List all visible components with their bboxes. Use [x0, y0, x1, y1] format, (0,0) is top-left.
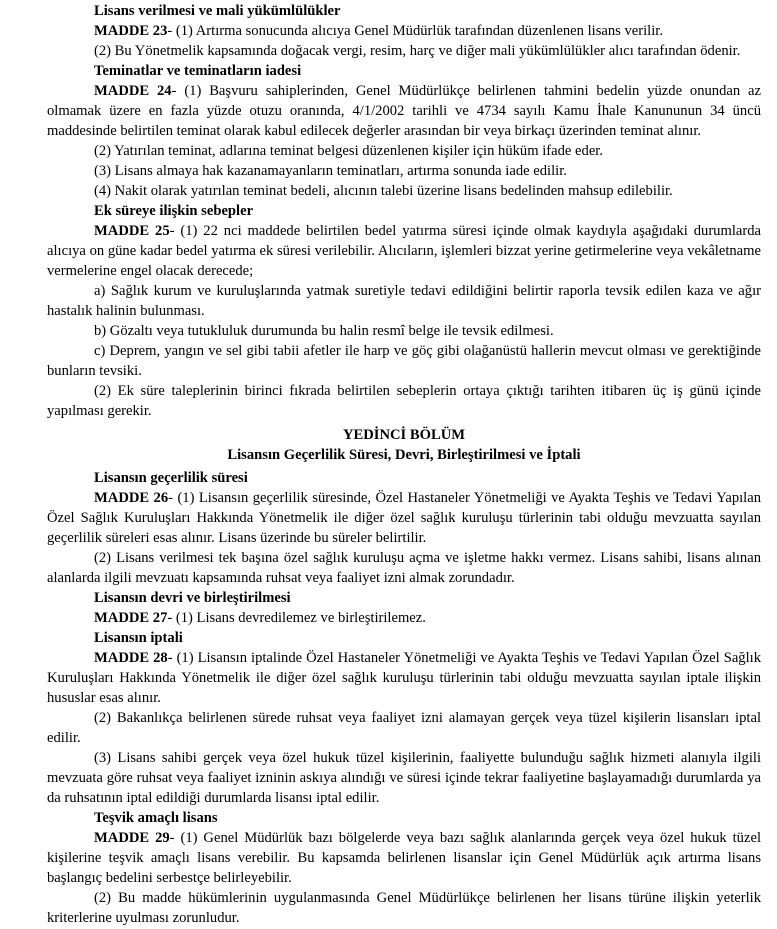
article-text: - (1) Artırma sonucunda alıcıya Genel Müdürlük tarafından düzenlenen lisans verilir. [167, 23, 663, 39]
list-item-b: b) Gözaltı veya tutukluluk durumunda bu halin resmî belge ile tevsik edilmesi. [94, 323, 554, 339]
article-26 [47, 488, 761, 548]
article-label: MADDE 29 [94, 830, 170, 846]
section-heading: Teşvik amaçlı lisans [94, 810, 218, 826]
article-29 [47, 828, 761, 888]
article-25 [47, 221, 761, 281]
list-item-a: a) Sağlık kurum ve kuruluşlarında yatmak suretiyle tedavi edildiğini belirtir raporla tevsik edilen kaza ve ağır hastalık halinin bulunması. [47, 283, 761, 319]
article-label: MADDE 25 [94, 223, 170, 239]
article-label: MADDE 26 [94, 490, 169, 506]
article-27 [47, 608, 761, 628]
paragraph: (2) Ek süre taleplerinin birinci fıkrada belirtilen sebeplerin ortaya çıktığı tarihten itibaren üç iş günü içinde yapılması gerekir. [47, 383, 761, 419]
article-label: MADDE 24 [94, 83, 172, 99]
paragraph: (2) Bu madde hükümlerinin uygulanmasında Genel Müdürlükçe belirlenen her lisans türüne ilişkin yeterlik kriterlerine uyulması zorunludur. [47, 890, 761, 926]
section-heading: Teminatlar ve teminatların iadesi [94, 63, 302, 79]
chapter-number: YEDİNCİ BÖLÜM [342, 427, 466, 443]
paragraph: (4) Nakit olarak yatırılan teminat bedeli, alıcının talebi üzerine lisans bedelinden mahsup edilebilir. [94, 183, 673, 199]
article-23 [47, 21, 761, 41]
article-text: - (1) Genel Müdürlük bazı bölgelerde veya bazı sağlık alanlarında gerçek veya özel hukuk tüzel kişilerine teşvik amaçlı lisans verebilir. Bu kapsamda belirlenen lisanslar için Genel Müdürlük açık artırma lisans başlangıç bedelini serbestçe belirleyebilir. [47, 830, 761, 886]
article-label: MADDE 23 [94, 23, 168, 39]
paragraph: (2) Bu Yönetmelik kapsamında doğacak vergi, resim, harç ve diğer mali yükümlülükler alıcı tarafından ödenir. [94, 43, 741, 59]
section-heading: Lisansın iptali [94, 630, 183, 646]
chapter-title: Lisansın Geçerlilik Süresi, Devri, Birleştirilmesi ve İptali [227, 447, 581, 463]
article-text: - (1) Lisansın iptalinde Özel Hastaneler Yönetmeliği ve Ayakta Teşhis ve Tedavi Yapılan Özel Sağlık Kuruluşları Hakkında Yönetmelik ile diğer özel sağlık kuruluşu türlerinin tabi olduğu mevzuatta sayılan iptale ilişkin hususlar esas alınır. [47, 650, 761, 706]
article-text: - (1) Lisansın geçerlilik süresinde, Özel Hastaneler Yönetmeliği ve Ayakta Teşhis ve Tedavi Yapılan Özel Sağlık Kuruluşları Hakkında Yönetmelik ile diğer özel sağlık kuruluşu türlerinin tabi olduğu mevzuatta sayılan geçerlilik süreleri esas alınır. Lisans üzerinde bu süreler belirtilir. [47, 490, 762, 546]
section-heading: Ek süreye ilişkin sebepler [94, 203, 254, 219]
paragraph: (2) Lisans verilmesi tek başına özel sağlık kuruluşu açma ve işletme hakkı vermez. Lisans sahibi, lisans alınan alanlarda ilgili mevzuatı kapsamında ruhsat veya faaliyet izni almak zorundadır. [47, 550, 761, 586]
paragraph: (3) Lisans almaya hak kazanamayanların teminatları, artırma sonunda iade edilir. [94, 163, 567, 179]
article-text: - (1) Lisans devredilemez ve birleştirilemez. [167, 610, 426, 626]
paragraph: (2) Yatırılan teminat, adlarına teminat belgesi düzenlenen kişiler için hüküm ifade eder. [94, 143, 603, 159]
article-24 [47, 81, 761, 141]
section-heading: Lisansın geçerlilik süresi [94, 470, 248, 486]
section-heading: Lisans verilmesi ve mali yükümlülükler [94, 3, 341, 19]
article-text: - (1) 22 nci maddede belirtilen bedel yatırma süresi içinde olmak kaydıyla aşağıdaki durumlarda alıcıya on güne kadar bedel yatırma ek süresi verilebilir. Alıcıların, işlemleri bizzat yerine getirmelerine veya vekâletname vermelerine engel olacak derecede; [47, 223, 761, 279]
article-label: MADDE 27 [94, 610, 168, 626]
article-text: - (1) Başvuru sahiplerinden, Genel Müdürlükçe belirlenen tahmini bedelin yüzde onundan az olmamak üzere en fazla yüzde otuzu oranında, 4/1/2002 tarihli ve 4734 sayılı Kamu İhale Kanununun 34 üncü maddesinde belirtilen teminat olarak kabul edilecek değerler arasından bir veya birkaçı üzerinden teminat alınır. [47, 83, 761, 139]
article-28 [47, 648, 761, 708]
list-item-c: c) Deprem, yangın ve sel gibi tabii afetler ile harp ve göç gibi olağanüstü hallerin mevcut olması ve gerektiğinde bunların tevsiki. [47, 343, 761, 379]
section-heading: Lisansın devri ve birleştirilmesi [94, 590, 291, 606]
paragraph: (3) Lisans sahibi gerçek veya özel hukuk tüzel kişilerinin, faaliyette bulunduğu sağlık hizmeti alanıyla ilgili mevzuata göre ruhsat veya faaliyet izninin askıya alındığı ve süresi içinde tekrar faaliyetine başlayamadığı durumlarda ya da ruhsatının iptal edildiği durumlarda lisansı iptal edilir. [47, 750, 761, 806]
paragraph: (2) Bakanlıkça belirlenen sürede ruhsat veya faaliyet izni alamayan gerçek veya tüzel kişilerin lisansları iptal edilir. [47, 710, 761, 746]
article-label: MADDE 28 [94, 650, 168, 666]
